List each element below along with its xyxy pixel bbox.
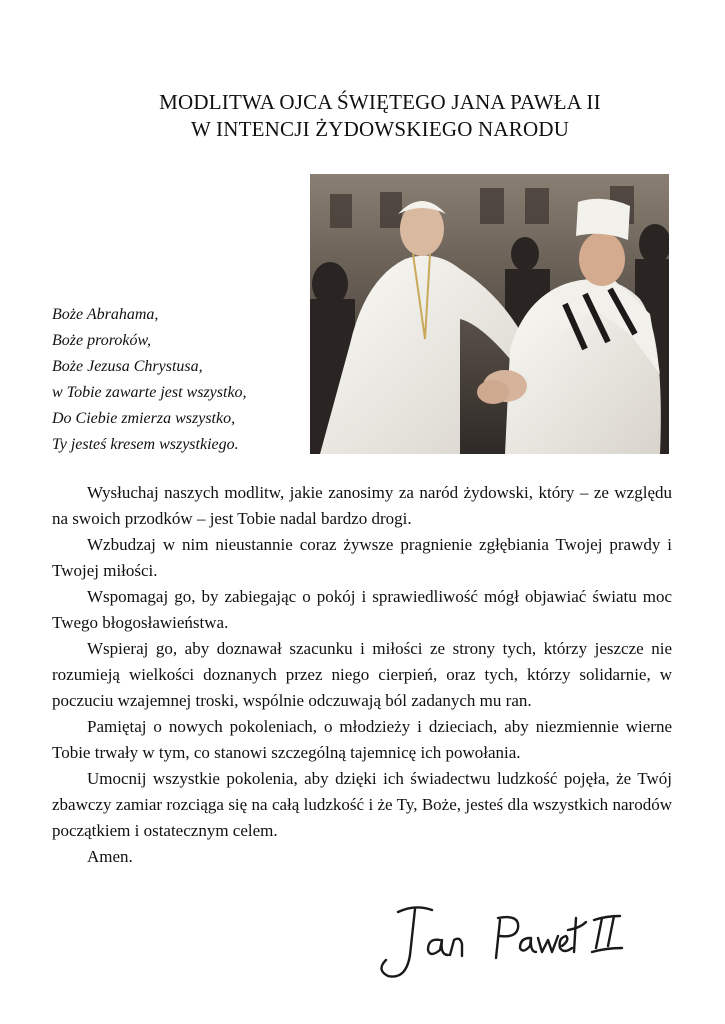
prayer-paragraph: Umocnij wszystkie pokolenia, aby dzięki ich świadectwu ludzkość pojęła, że Twój zbawczy zamiar rozciąga się na całą ludzkość i że Ty, Boże, jesteś dla wszystkich narodów początkiem i ostatecznym celem. <box>52 769 672 840</box>
prayer-paragraph: Wzbudzaj w nim nieustannie coraz żywsze pragnienie zgłębiania Twojej prawdy i Twojej miłości. <box>52 535 672 580</box>
prayer-title <box>0 89 725 143</box>
invocation-line: w Tobie zawarte jest wszystko, <box>52 384 247 401</box>
prayer-paragraph: Wspieraj go, aby doznawał szacunku i miłości ze strony tych, którzy jeszcze nie rozumieją wielkości doznanych przez niego cierpień, oraz tych, którzy solidarnie, w poczuciu wzajemnej troski, wspólnie odczuwają ból zadanych mu ran. <box>52 639 672 710</box>
prayer-paragraph: Pamiętaj o nowych pokoleniach, o młodzieży i dzieciach, aby niezmiennie wierne Tobie trwały w tym, co stanowi szczególną tajemnicę ich powołania. <box>52 717 672 762</box>
invocation-line: Boże Abrahama, <box>52 306 159 323</box>
handwritten-signature <box>370 900 660 985</box>
title-line-2: W INTENCJI ŻYDOWSKIEGO NARODU <box>190 117 570 141</box>
amen-line: Amen. <box>87 847 133 866</box>
photo-illustration <box>310 174 669 454</box>
title-line-1: MODLITWA OJCA ŚWIĘTEGO JANA PAWŁA II <box>159 90 601 114</box>
invocation-line: Do Ciebie zmierza wszystko, <box>52 410 236 427</box>
prayer-paragraph: Wysłuchaj naszych modlitw, jakie zanosimy za naród żydowski, który – ze względu na swoich przodków – jest Tobie nadal bardzo drogi. <box>52 483 672 528</box>
invocation-line: Boże proroków, <box>52 332 151 349</box>
invocation-line: Ty jesteś kresem wszystkiego. <box>52 436 239 453</box>
invocation-verses <box>52 302 247 458</box>
invocation-line: Boże Jezusa Chrystusa, <box>52 358 203 375</box>
photo-two-clergymen <box>310 174 669 454</box>
prayer-paragraph: Wspomagaj go, by zabiegając o pokój i sprawiedliwość mógł objawiać światu moc Twego błogosławieństwa. <box>52 587 672 632</box>
signature-drawing <box>370 900 660 985</box>
prayer-body <box>52 480 672 870</box>
